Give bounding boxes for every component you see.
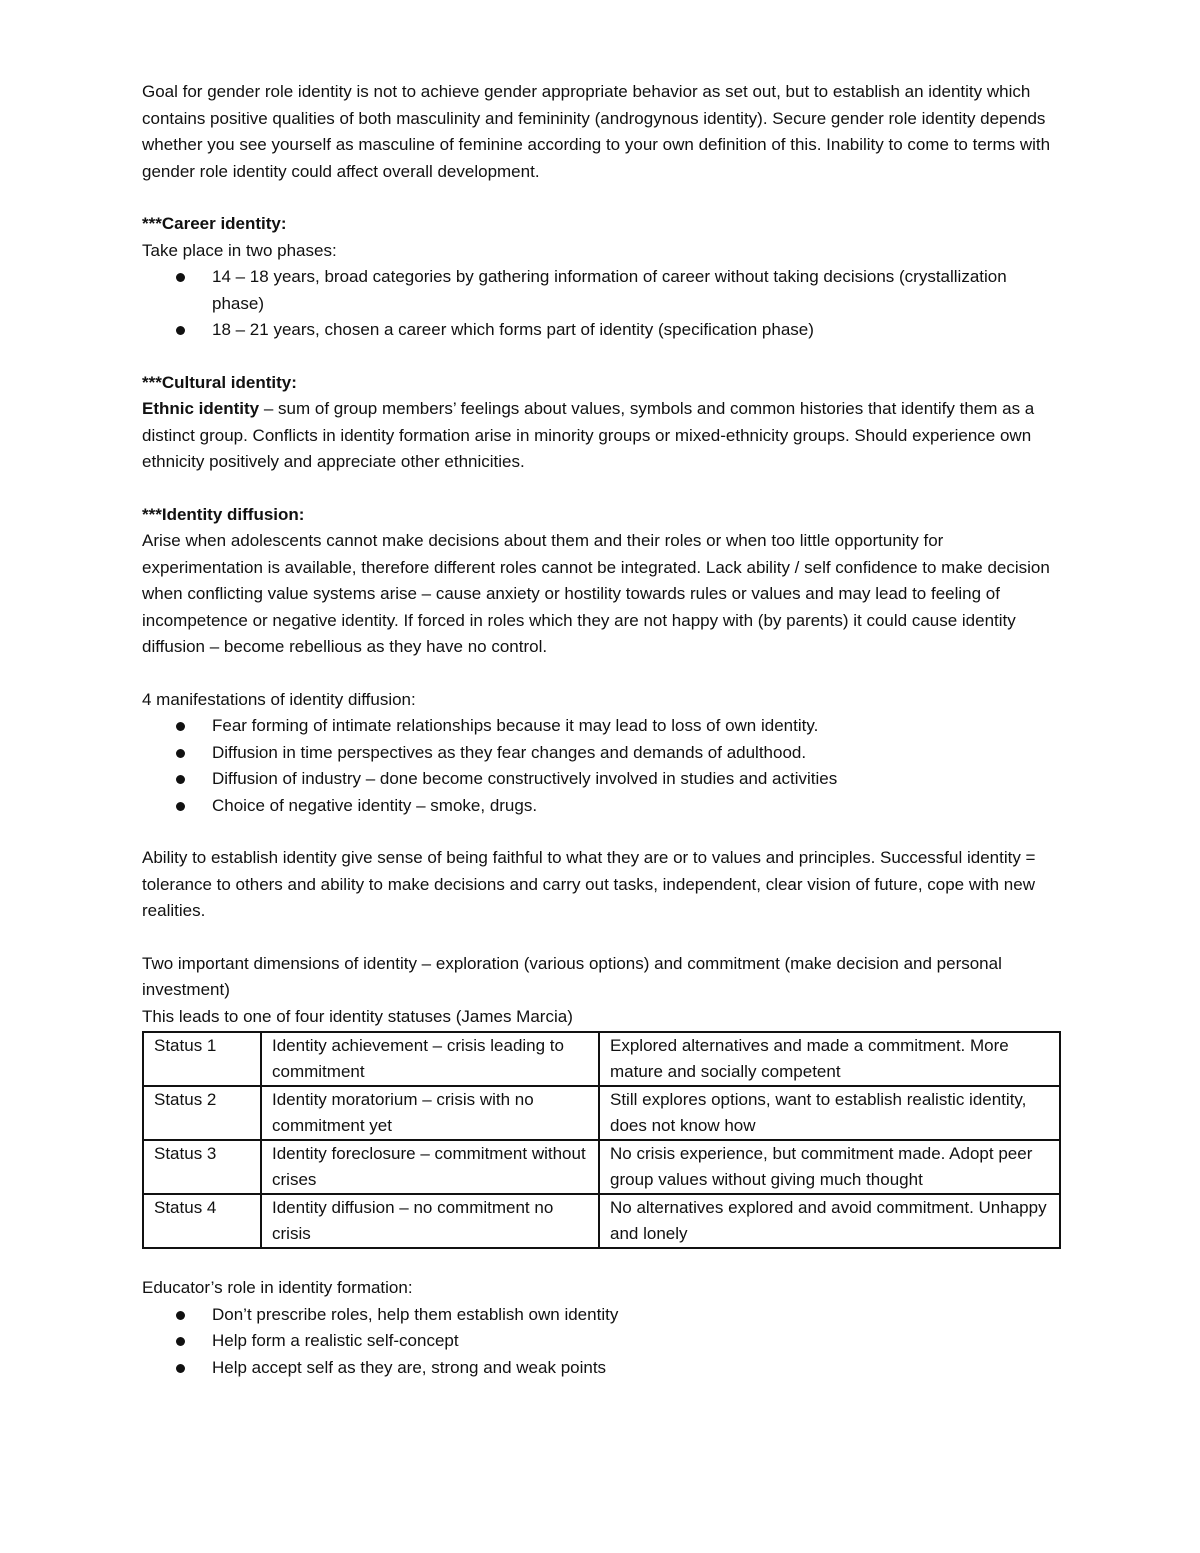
career-heading: ***Career identity: — [142, 214, 287, 233]
spacer — [142, 661, 1062, 687]
diffusion-heading: ***Identity diffusion: — [142, 504, 305, 524]
list-item — [142, 264, 1062, 317]
identity-status-table — [142, 1031, 1061, 1249]
status-name-cell: Identity achievement – crisis leading to commitment — [261, 1032, 599, 1086]
diffusion-paragraph: Arise when adolescents cannot make decisions about them and their roles or when too little opportunity for experimentation is available, therefore different roles cannot be integrated. Lack ability / self confidence to make decision when conflicting value systems arise – cause anxiety or hostility towards rules or values and may lead to feeling of incompetence or negative identity. If forced in roles which they are not happy with (by parents) it could cause identity diffusion – become rebellious as they have no control. — [142, 531, 1050, 656]
list-item — [142, 317, 1062, 344]
bullet-icon — [176, 326, 185, 335]
table-row — [143, 1140, 1060, 1194]
educator-lead: Educator’s role in identity formation: — [142, 1278, 413, 1297]
bullet-icon — [176, 1311, 185, 1320]
educator-list — [142, 1302, 1062, 1382]
cultural-text: – sum of group members’ feelings about values, symbols and common histories that identify them as a distinct group. Conflicts in identity formation arise in minority groups or mixed-ethnicity groups. Should experience own ethnicity positively and appreciate other ethnicities. — [142, 399, 1035, 471]
bullet-icon — [176, 1364, 185, 1373]
list-item-text: Fear forming of intimate relationships because it may lead to loss of own identity. — [212, 716, 819, 735]
status-desc-cell: No crisis experience, but commitment made. Adopt peer group values without giving much thought — [599, 1140, 1060, 1194]
statuses-lead: This leads to one of four identity statuses (James Marcia) — [142, 1006, 573, 1026]
spacer — [142, 925, 1062, 951]
career-lead: Take place in two phases: — [142, 240, 337, 260]
bullet-icon — [176, 775, 185, 784]
intro-paragraph: Goal for gender role identity is not to achieve gender appropriate behavior as set out, but to establish an identity which contains positive qualities of both masculinity and femininity (androgynous identity). Secure gender role identity depends whether you see yourself as masculine of feminine according to your own definition of this. Inability to come to terms with gender role identity could affect overall development. — [142, 82, 1051, 181]
bullet-icon — [176, 749, 185, 758]
list-item — [142, 1328, 1062, 1355]
bullet-icon — [176, 722, 185, 731]
list-item-text: 14 – 18 years, broad categories by gathering information of career without taking decisions (crystallization phase) — [212, 267, 1007, 313]
status-desc-cell: No alternatives explored and avoid commitment. Unhappy and lonely — [599, 1194, 1060, 1248]
status-name-cell: Identity foreclosure – commitment without crises — [261, 1140, 599, 1194]
list-item — [142, 766, 1062, 793]
spacer — [142, 819, 1062, 845]
ability-paragraph: Ability to establish identity give sense of being faithful to what they are or to values and principles. Successful identity = tolerance to others and ability to make decisions and carry out tasks, independent, clear vision of future, cope with new realities. — [142, 848, 1036, 920]
list-item-text: Diffusion in time perspectives as they fear changes and demands of adulthood. — [212, 742, 807, 762]
bullet-icon — [176, 1337, 185, 1346]
cultural-heading: ***Cultural identity: — [142, 372, 297, 392]
spacer — [142, 185, 1062, 211]
spacer — [142, 344, 1062, 370]
status-cell: Status 1 — [143, 1032, 261, 1086]
dimensions-paragraph: Two important dimensions of identity – exploration (various options) and commitment (make decision and personal investment) — [142, 953, 1002, 999]
list-item — [142, 740, 1062, 767]
status-name-cell: Identity diffusion – no commitment no crisis — [261, 1194, 599, 1248]
list-item-text: Diffusion of industry – done become constructively involved in studies and activities — [212, 769, 838, 788]
status-cell: Status 4 — [143, 1194, 261, 1248]
spacer — [142, 1249, 1062, 1275]
list-item-text: 18 – 21 years, chosen a career which forms part of identity (specification phase) — [212, 320, 814, 339]
manifestations-lead: 4 manifestations of identity diffusion: — [142, 689, 416, 709]
bullet-icon — [176, 273, 185, 282]
list-item-text: Help form a realistic self-concept — [212, 1331, 459, 1350]
career-list — [142, 264, 1062, 344]
ethnic-identity-term: Ethnic identity — [142, 399, 260, 418]
list-item — [142, 793, 1062, 820]
list-item — [142, 713, 1062, 740]
bullet-icon — [176, 802, 185, 811]
list-item — [142, 1355, 1062, 1382]
list-item-text: Choice of negative identity – smoke, drugs. — [212, 795, 538, 815]
status-desc-cell: Still explores options, want to establish realistic identity, does not know how — [599, 1086, 1060, 1140]
list-item — [142, 1302, 1062, 1329]
document-page — [142, 79, 1062, 1381]
table-row — [143, 1194, 1060, 1248]
list-item-text: Don’t prescribe roles, help them establish own identity — [212, 1304, 619, 1324]
list-item-text: Help accept self as they are, strong and weak points — [212, 1357, 607, 1377]
status-desc-cell: Explored alternatives and made a commitment. More mature and socially competent — [599, 1032, 1060, 1086]
status-name-cell: Identity moratorium – crisis with no commitment yet — [261, 1086, 599, 1140]
status-cell: Status 3 — [143, 1140, 261, 1194]
table-row — [143, 1032, 1060, 1086]
table-row — [143, 1086, 1060, 1140]
manifestations-list — [142, 713, 1062, 819]
status-cell: Status 2 — [143, 1086, 261, 1140]
cultural-paragraph — [142, 396, 1062, 476]
spacer — [142, 476, 1062, 502]
